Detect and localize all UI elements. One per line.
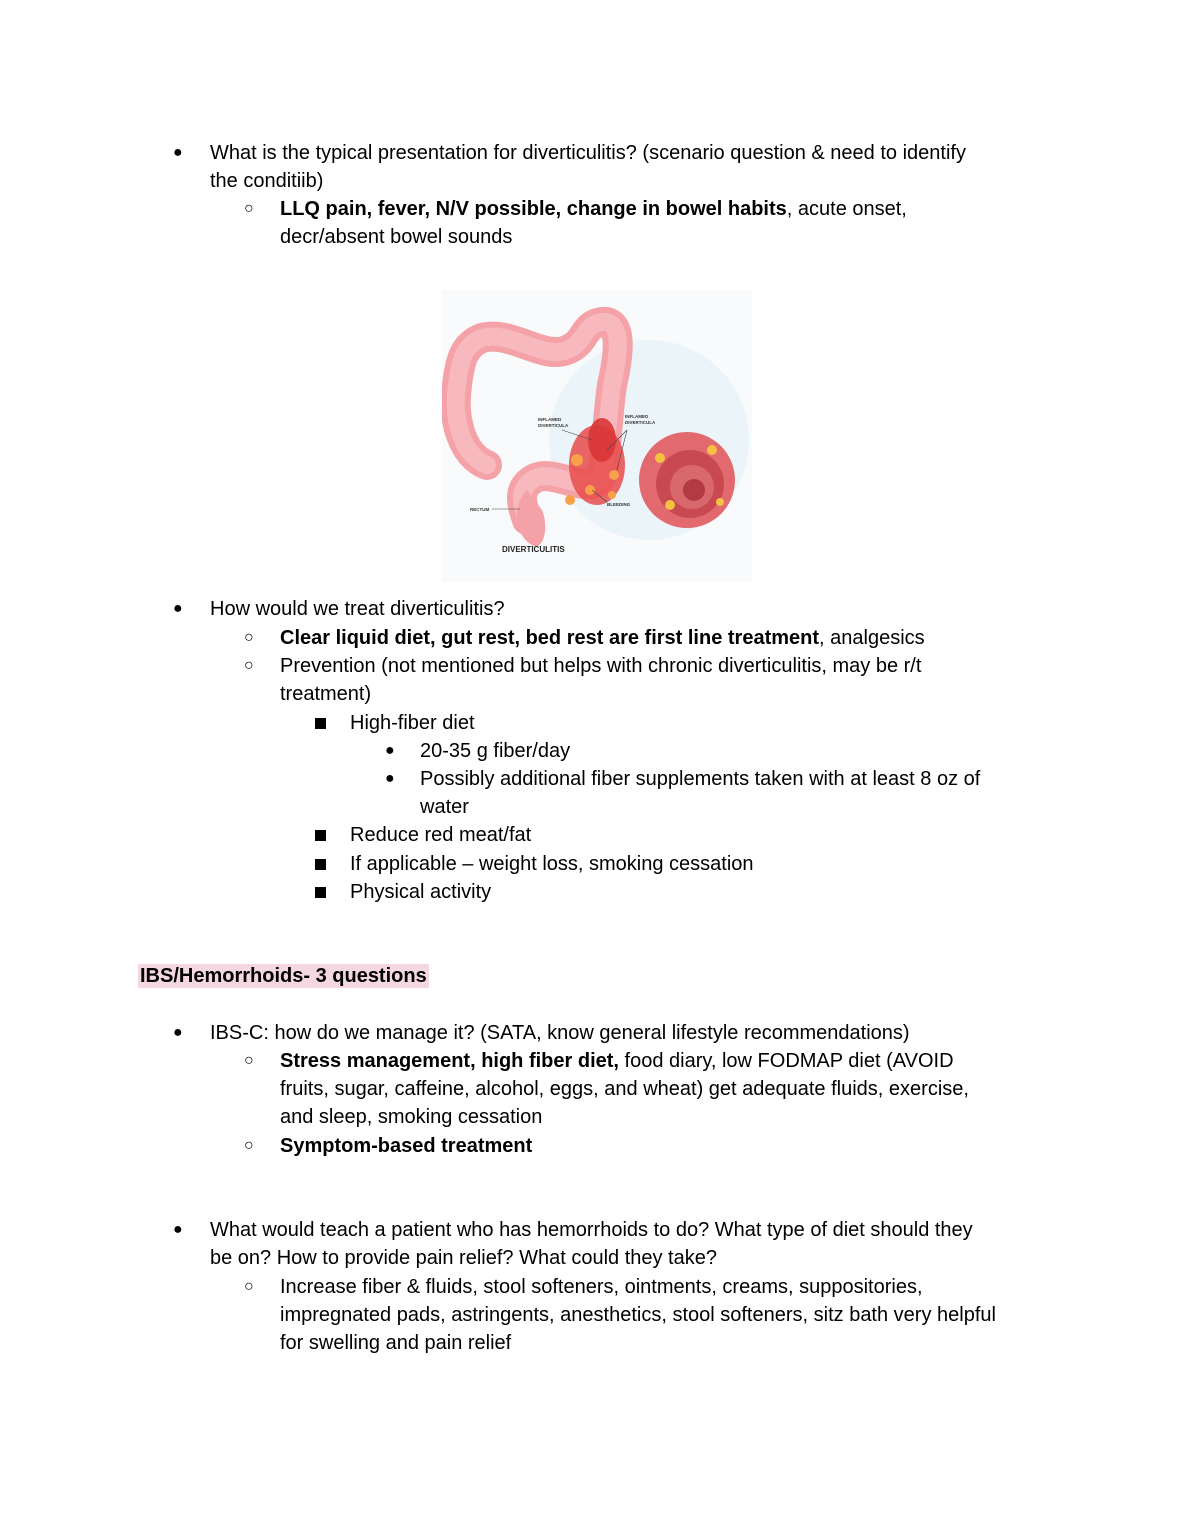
prevention-supplements-line1: Possibly additional fiber supplements taken with at least 8 oz of xyxy=(420,768,981,790)
figure-label-inflamed-right: INFLAMED xyxy=(625,414,649,419)
bullet-marker: ○ xyxy=(244,1278,254,1295)
answer-text: food diary, low FODMAP diet (AVOID xyxy=(618,1050,954,1072)
prevention-high-fiber: High-fiber diet xyxy=(350,712,475,734)
answer-hemorrhoids-line3: for swelling and pain relief xyxy=(280,1332,512,1354)
figure-label-inflamed-left-2: DIVERTICULA xyxy=(538,423,569,428)
answer-prevention-line1: Prevention (not mentioned but helps with chronic diverticulitis, may be r/t xyxy=(280,655,922,677)
answer-bold: LLQ pain, fever, N/V possible, change in bowel habits xyxy=(280,198,787,220)
prevention-fiber-amount: 20-35 g fiber/day xyxy=(420,740,571,762)
answer-bold: Clear liquid diet, gut rest, bed rest are first line treatment xyxy=(280,627,820,649)
bullet-marker: ● xyxy=(385,770,395,787)
question-presentation-line2: the conditiib) xyxy=(210,170,324,192)
question-hemorrhoids-line2: be on? How to provide pain relief? What could they take? xyxy=(210,1247,717,1269)
square-bullet xyxy=(315,830,326,841)
figure-label-inflamed-right-2: DIVERTICULA xyxy=(625,420,656,425)
prevention-red-meat: Reduce red meat/fat xyxy=(350,824,532,846)
figure-label-inflamed-left: INFLAMED xyxy=(538,417,562,422)
answer-ibs-symptom xyxy=(280,1132,532,1160)
answer-bold: Symptom-based treatment xyxy=(280,1135,533,1157)
prevention-supplements-line2: water xyxy=(420,796,469,818)
question-ibs: IBS-C: how do we manage it? (SATA, know general lifestyle recommendations) xyxy=(210,1022,910,1044)
answer-prevention-line2: treatment) xyxy=(280,683,372,705)
bullet-marker: ● xyxy=(173,1024,183,1041)
answer-text: , analgesics xyxy=(819,627,925,649)
bullet-marker: ● xyxy=(385,742,395,759)
figure-label-rectum: RECTUM xyxy=(470,507,490,512)
question-hemorrhoids-line1: What would teach a patient who has hemorrhoids to do? What type of diet should they xyxy=(210,1219,973,1241)
bullet-marker: ○ xyxy=(244,629,254,646)
answer-hemorrhoids-line2: impregnated pads, astringents, anesthetics, stool softeners, sitz bath very helpful xyxy=(280,1304,996,1326)
diverticulitis-illustration xyxy=(442,290,752,582)
bullet-marker: ○ xyxy=(244,1052,254,1069)
answer-text: , acute onset, xyxy=(786,198,907,220)
answer-ibs-line2: fruits, sugar, caffeine, alcohol, eggs, and wheat) get adequate fluids, exercise, xyxy=(280,1078,969,1100)
answer-bold: Stress management, high fiber diet, xyxy=(280,1050,619,1072)
figure-label-bleeding: BLEEDING xyxy=(607,502,631,507)
prevention-weight-loss: If applicable – weight loss, smoking cessation xyxy=(350,853,754,875)
bullet-marker: ● xyxy=(173,144,183,161)
bullet-marker: ● xyxy=(173,1221,183,1238)
bullet-marker: ○ xyxy=(244,1137,254,1154)
section-heading-text: IBS/Hemorrhoids- 3 questions xyxy=(140,965,427,987)
answer-treatment xyxy=(280,624,925,652)
answer-ibs-line1 xyxy=(280,1047,954,1075)
answer-presentation xyxy=(280,195,907,223)
section-heading xyxy=(138,962,429,990)
prevention-physical-activity: Physical activity xyxy=(350,881,492,903)
bullet-marker: ○ xyxy=(244,200,254,217)
question-treatment: How would we treat diverticulitis? xyxy=(210,598,505,620)
answer-hemorrhoids-line1: Increase fiber & fluids, stool softeners, ointments, creams, suppositories, xyxy=(280,1276,923,1298)
square-bullet xyxy=(315,718,326,729)
square-bullet xyxy=(315,859,326,870)
bullet-marker: ● xyxy=(173,600,183,617)
bullet-marker: ○ xyxy=(244,657,254,674)
question-presentation-line1: What is the typical presentation for diverticulitis? (scenario question & need to identify xyxy=(210,142,966,164)
figure-title: DIVERTICULITIS xyxy=(502,545,565,554)
answer-ibs-line3: and sleep, smoking cessation xyxy=(280,1106,543,1128)
answer-presentation-line2: decr/absent bowel sounds xyxy=(280,226,513,248)
square-bullet xyxy=(315,887,326,898)
